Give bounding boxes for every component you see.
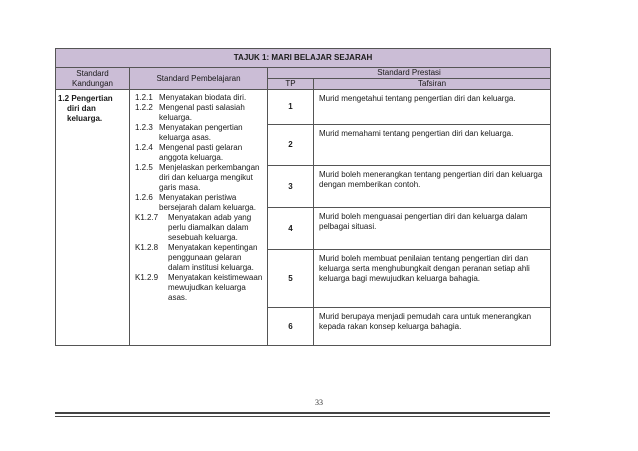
pembelajaran-text: Menyatakan keistimewaan mewujudkan keluarga asas. <box>168 273 263 302</box>
header-standard-pembelajaran: Standard Pembelajaran <box>130 68 268 90</box>
tafsiran-cell: Murid boleh membuat penilaian tentang pengertian diri dan keluarga serta menghubungkait dengan peranan setiap ahli keluarga bagi mewujudkan keluarga bahagia. <box>314 250 551 308</box>
pembelajaran-number: 1.2.6 <box>135 193 153 202</box>
pembelajaran-item <box>135 103 264 123</box>
pembelajaran-number: K1.2.8 <box>135 243 159 252</box>
tafsiran-cell: Murid boleh menerangkan tentang pengertian diri dan keluarga dengan memberikan contoh. <box>314 166 551 208</box>
standards-table <box>55 48 551 346</box>
pembelajaran-cell <box>130 90 268 346</box>
pembelajaran-item <box>135 123 264 143</box>
header-standard-prestasi: Standard Prestasi <box>268 68 551 79</box>
pembelajaran-item <box>135 273 264 303</box>
tafsiran-cell: Murid mengetahui tentang pengertian diri dan keluarga. <box>314 90 551 125</box>
pembelajaran-text: Mengenal pasti gelaran anggota keluarga. <box>159 143 243 162</box>
header-tafsiran: Tafsiran <box>314 79 551 90</box>
pembelajaran-number: 1.2.1 <box>135 93 153 102</box>
header-standard-kandungan: Standard Kandungan <box>56 68 130 90</box>
tafsiran-cell: Murid berupaya menjadi pemudah cara untuk menerangkan kepada rakan konsep keluarga bahagia. <box>314 308 551 346</box>
pembelajaran-number: 1.2.2 <box>135 103 153 112</box>
pembelajaran-number: 1.2.3 <box>135 123 153 132</box>
pembelajaran-text: Menyatakan kepentingan penggunaan gelaran dalam institusi keluarga. <box>168 243 258 272</box>
pembelajaran-item <box>135 193 264 213</box>
pembelajaran-item <box>135 163 264 193</box>
page-number: 33 <box>315 398 323 407</box>
table-title: TAJUK 1: MARI BELAJAR SEJARAH <box>56 49 551 68</box>
pembelajaran-number: 1.2.4 <box>135 143 153 152</box>
pembelajaran-item <box>135 243 264 273</box>
pembelajaran-item <box>135 143 264 163</box>
pembelajaran-text: Menyatakan biodata diri. <box>159 93 247 102</box>
header-tp: TP <box>268 79 314 90</box>
pembelajaran-text: Menyatakan adab yang perlu diamalkan dalam sesebuah keluarga. <box>168 213 252 242</box>
pembelajaran-text: Mengenal pasti salasiah keluarga. <box>159 103 245 122</box>
footer-rule-thin <box>55 416 550 417</box>
pembelajaran-item <box>135 93 264 103</box>
pembelajaran-item <box>135 213 264 243</box>
kandungan-line: keluarga. <box>67 114 103 123</box>
kandungan-cell <box>56 90 130 346</box>
tp-cell: 3 <box>268 166 314 208</box>
kandungan-line: 1.2 Pengertian <box>58 94 113 103</box>
tafsiran-cell: Murid memahami tentang pengertian diri dan keluarga. <box>314 125 551 166</box>
tp-cell: 5 <box>268 250 314 308</box>
pembelajaran-text: Menyatakan pengertian keluarga asas. <box>159 123 243 142</box>
tafsiran-cell: Murid boleh menguasai pengertian diri dan keluarga dalam pelbagai situasi. <box>314 208 551 250</box>
pembelajaran-text: Menjelaskan perkembangan diri dan keluarga mengikut garis masa. <box>159 163 260 192</box>
pembelajaran-number: K1.2.9 <box>135 273 159 282</box>
tp-cell: 4 <box>268 208 314 250</box>
kandungan-line: diri dan <box>67 104 96 113</box>
pembelajaran-text: Menyatakan peristiwa bersejarah dalam keluarga. <box>159 193 256 212</box>
tp-cell: 1 <box>268 90 314 125</box>
footer-rule <box>55 412 550 414</box>
tp-cell: 6 <box>268 308 314 346</box>
pembelajaran-number: K1.2.7 <box>135 213 159 222</box>
pembelajaran-number: 1.2.5 <box>135 163 153 172</box>
tp-cell: 2 <box>268 125 314 166</box>
